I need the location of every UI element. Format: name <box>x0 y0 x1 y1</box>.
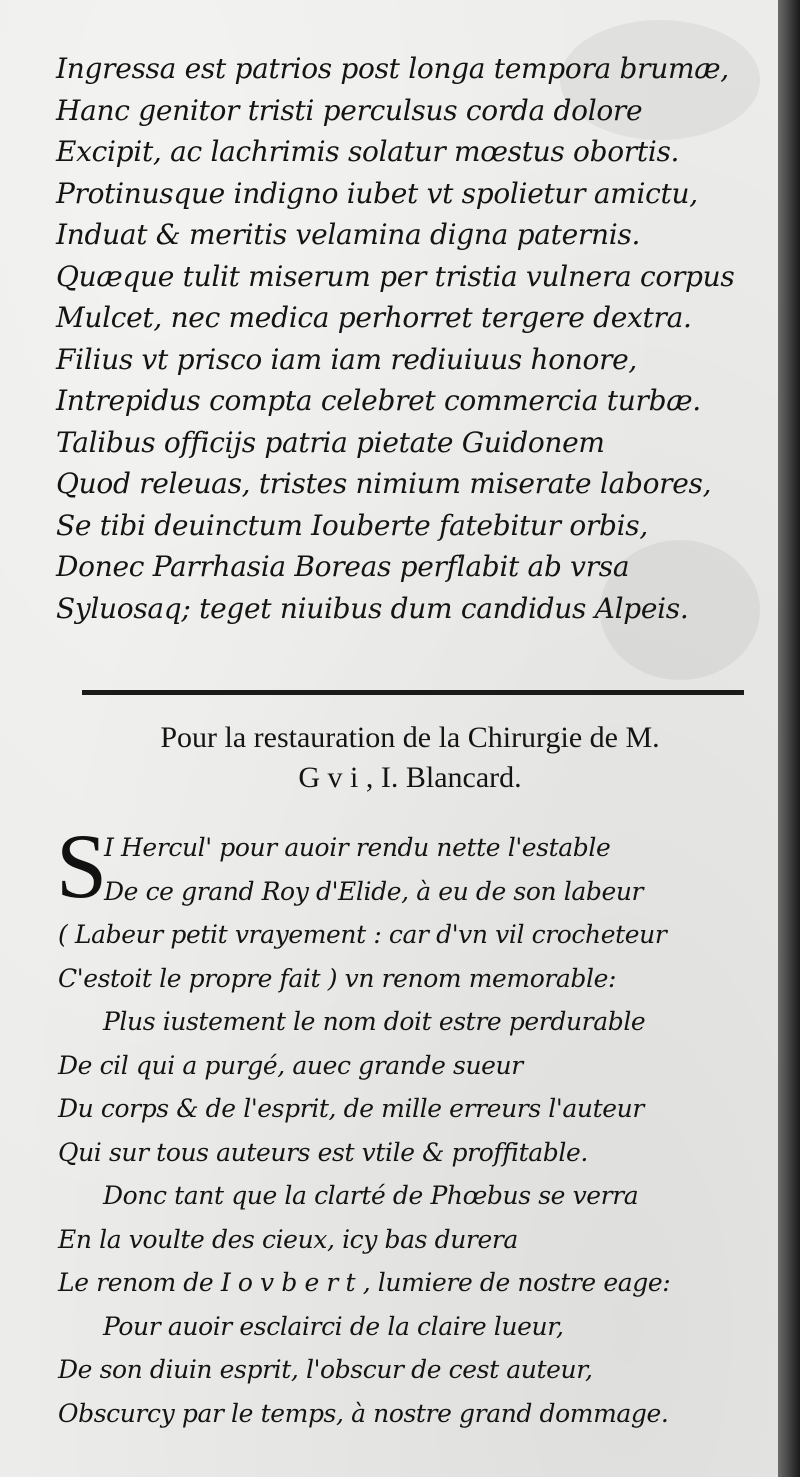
sonnet-line: C'estoit le propre fait ) vn renom memorable: <box>58 963 617 993</box>
title-line: Pour la restauration de la Chirurgie de M. <box>160 721 660 754</box>
poem-line: Se tibi deuinctum Iouberte fatebitur orbis, <box>56 508 648 542</box>
poem-line: Hanc genitor tristi perculsus corda dolore <box>56 93 643 127</box>
sonnet-line: De cil qui a purgé, auec grande sueur <box>58 1050 523 1080</box>
section-title <box>60 718 760 798</box>
poem-line: Filius vt prisco iam iam rediuiuus honore, <box>56 342 638 376</box>
drop-cap: S <box>56 815 108 917</box>
poem-line: Induat & meritis velamina digna paternis. <box>56 218 641 251</box>
sonnet-line: En la voulte des cieux, icy bas durera <box>58 1224 518 1254</box>
sonnet-line: Pour auoir esclairci de la claire lueur, <box>103 1311 564 1341</box>
sonnet-line: Le renom de I o v b e r t , lumiere de nostre eage: <box>58 1268 671 1297</box>
book-gutter <box>778 0 800 1477</box>
title-line: G v i , I. Blancard. <box>298 761 522 794</box>
sonnet-line: ( Labeur petit vrayement : car d'vn vil crocheteur <box>58 920 667 949</box>
sonnet-line: De ce grand Roy d'Elide, à eu de son labeur <box>104 876 644 906</box>
poem-line: Syluosaq; teget niuibus dum candidus Alpeis. <box>56 591 689 625</box>
latin-poem <box>56 48 756 629</box>
sonnet-line: I Hercul' pour auoir rendu nette l'estable <box>104 833 611 862</box>
poem-line: Quæque tulit miserum per tristia vulnera corpus <box>56 259 735 293</box>
poem-line: Donec Parrhasia Boreas perflabit ab vrsa <box>56 550 630 583</box>
sonnet-line: Donc tant que la clarté de Phœbus se verra <box>103 1181 639 1210</box>
section-divider <box>82 690 744 695</box>
poem-line: Mulcet, nec medica perhorret tergere dextra. <box>56 301 692 334</box>
poem-line: Talibus officijs patria pietate Guidonem <box>56 425 605 459</box>
sonnet-line: De son diuin esprit, l'obscur de cest auteur, <box>58 1355 593 1384</box>
poem-line: Quod releuas, tristes nimium miserate labores, <box>56 467 712 500</box>
french-sonnet <box>58 826 768 1435</box>
sonnet-line: Du corps & de l'esprit, de mille erreurs l'auteur <box>58 1094 644 1123</box>
sonnet-line: Obscurcy par le temps, à nostre grand dommage. <box>58 1398 669 1428</box>
sonnet-line: Qui sur tous auteurs est vtile & proffitable. <box>58 1137 588 1167</box>
poem-line: Excipit, ac lachrimis solatur mœstus obortis. <box>56 135 680 168</box>
poem-line: Intrepidus compta celebret commercia turbæ. <box>56 384 701 417</box>
poem-line: Ingressa est patrios post longa tempora brumæ, <box>56 52 729 85</box>
sonnet-line: Plus iustement le nom doit estre perdurable <box>103 1007 646 1036</box>
poem-line: Protinusque indigno iubet vt spolietur amictu, <box>56 176 698 210</box>
